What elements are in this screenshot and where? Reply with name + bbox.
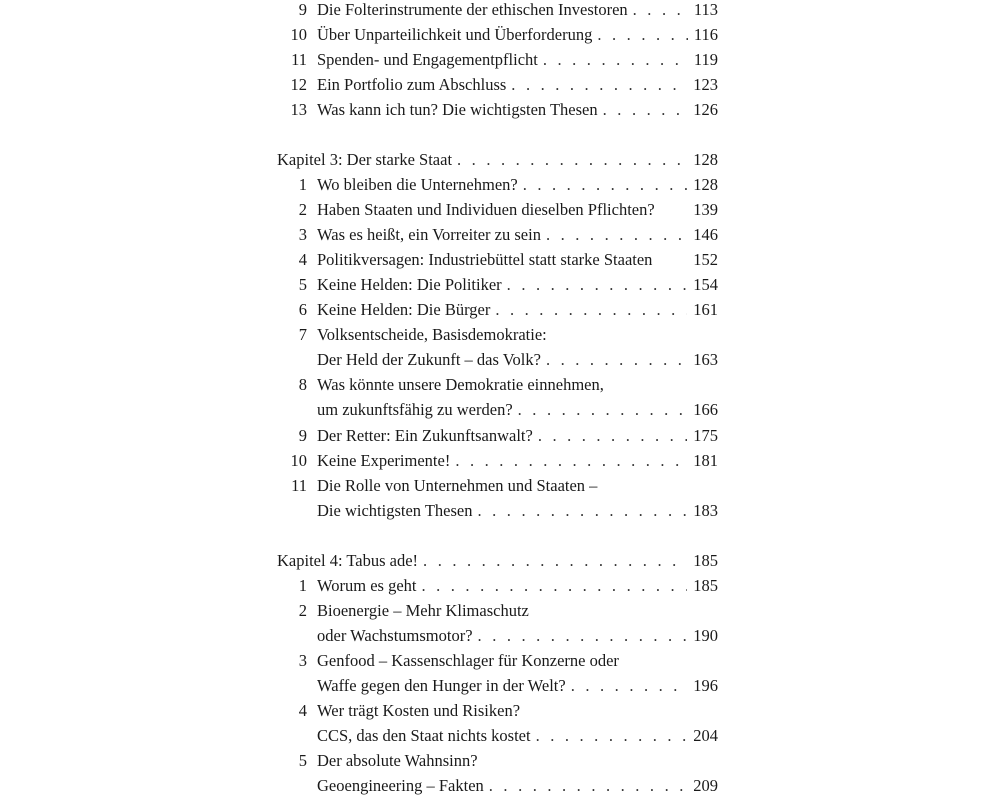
entry-number: 10 xyxy=(290,451,307,470)
dot-leader xyxy=(478,623,688,648)
entry-page: 139 xyxy=(693,200,718,219)
entry-title: Bioenergie – Mehr Klimaschutz xyxy=(317,601,529,620)
entry-title: um zukunftsfähig zu werden? xyxy=(317,400,513,419)
dot-leader xyxy=(536,723,688,748)
entry-page: 152 xyxy=(693,250,718,269)
entry-page: 196 xyxy=(693,676,718,695)
entry-number: 4 xyxy=(298,701,307,720)
toc-entry xyxy=(0,598,1000,623)
entry-page: 185 xyxy=(693,576,718,595)
entry-number: 6 xyxy=(298,300,307,319)
entry-title: Keine Helden: Die Bürger xyxy=(317,300,491,319)
entry-title: Worum es geht xyxy=(317,576,417,595)
entry-title: Der Held der Zukunft – das Volk? xyxy=(317,350,541,369)
entry-page: 204 xyxy=(693,726,718,745)
dot-leader xyxy=(495,297,687,322)
dot-leader xyxy=(423,548,687,573)
toc-entry-continuation xyxy=(0,347,1000,372)
dot-leader xyxy=(571,673,688,698)
entry-title: Wo bleiben die Unternehmen? xyxy=(317,175,518,194)
entry-number: 2 xyxy=(298,601,307,620)
entry-title: Was kann ich tun? Die wichtigsten Thesen xyxy=(317,100,598,119)
entry-number: 7 xyxy=(298,325,307,344)
toc-entry xyxy=(0,172,1000,197)
entry-title: Politikversagen: Industriebüttel statt starke Staaten xyxy=(317,250,653,269)
toc-entry xyxy=(0,448,1000,473)
toc-entry xyxy=(0,272,1000,297)
dot-leader xyxy=(455,448,687,473)
entry-page: 146 xyxy=(693,225,718,244)
entry-number: 1 xyxy=(298,175,307,194)
entry-page: 181 xyxy=(693,451,718,470)
entry-page: 128 xyxy=(693,175,718,194)
entry-number: 9 xyxy=(298,0,307,19)
entry-page: 161 xyxy=(693,300,718,319)
entry-title: Was könnte unsere Demokratie einnehmen, xyxy=(317,375,604,394)
entry-page: 154 xyxy=(693,275,718,294)
toc-entry xyxy=(0,698,1000,723)
dot-leader xyxy=(478,498,688,523)
entry-title: Volksentscheide, Basisdemokratie: xyxy=(317,325,547,344)
toc-entry xyxy=(0,247,1000,272)
dot-leader xyxy=(511,72,687,97)
entry-number: 8 xyxy=(298,375,307,394)
entry-title: Der Retter: Ein Zukunftsanwalt? xyxy=(317,426,533,445)
entry-number: 4 xyxy=(298,250,307,269)
entry-title: Was es heißt, ein Vorreiter zu sein xyxy=(317,225,541,244)
entry-title: Geoengineering – Fakten xyxy=(317,776,484,795)
entry-page: 116 xyxy=(693,25,718,44)
entry-title: Die Folterinstrumente der ethischen Investoren xyxy=(317,0,628,19)
entry-title: Keine Helden: Die Politiker xyxy=(317,275,502,294)
dot-leader xyxy=(457,147,687,172)
toc-entry xyxy=(0,222,1000,247)
dot-leader xyxy=(597,22,687,47)
toc-entry xyxy=(0,0,1000,22)
entry-page: 163 xyxy=(693,350,718,369)
entry-title: Die Rolle von Unternehmen und Staaten – xyxy=(317,476,598,495)
toc-entry xyxy=(0,197,1000,222)
dot-leader xyxy=(518,397,688,422)
toc-entry-continuation xyxy=(0,623,1000,648)
dot-leader xyxy=(603,97,688,122)
toc-entry xyxy=(0,573,1000,598)
entry-number: 5 xyxy=(298,275,307,294)
toc-entry xyxy=(0,322,1000,347)
entry-number: 13 xyxy=(290,100,307,119)
entry-title: oder Wachstumsmotor? xyxy=(317,626,473,645)
entry-title: Genfood – Kassenschlager für Konzerne oder xyxy=(317,651,619,670)
entry-page: 175 xyxy=(693,426,718,445)
entry-number: 9 xyxy=(298,426,307,445)
entry-title: Der absolute Wahnsinn? xyxy=(317,751,478,770)
toc-entry xyxy=(0,748,1000,773)
toc-entry xyxy=(0,423,1000,448)
toc-entry-continuation xyxy=(0,498,1000,523)
entry-number: 3 xyxy=(298,225,307,244)
toc-entry-continuation xyxy=(0,723,1000,748)
entry-title: Keine Experimente! xyxy=(317,451,451,470)
entry-page: 183 xyxy=(693,501,718,520)
toc-entry xyxy=(0,297,1000,322)
entry-title: Spenden- und Engagementpflicht xyxy=(317,50,538,69)
entry-number: 5 xyxy=(298,751,307,770)
entry-title: Haben Staaten und Individuen dieselben Pflichten? xyxy=(317,200,655,219)
dot-leader xyxy=(546,347,687,372)
toc-entry xyxy=(0,47,1000,72)
entry-page: 209 xyxy=(693,776,718,795)
entry-number: 11 xyxy=(291,50,307,69)
entry-number: 11 xyxy=(291,476,307,495)
dot-leader xyxy=(538,423,687,448)
toc-entry xyxy=(0,372,1000,397)
entry-page: 123 xyxy=(693,75,718,94)
chapter-heading xyxy=(0,548,1000,573)
dot-leader xyxy=(489,773,687,798)
entry-title: Ein Portfolio zum Abschluss xyxy=(317,75,507,94)
entry-number: 10 xyxy=(290,25,307,44)
chapter-page: 185 xyxy=(693,551,718,570)
entry-number: 2 xyxy=(298,200,307,219)
toc-entry-continuation xyxy=(0,673,1000,698)
dot-leader xyxy=(546,222,687,247)
entry-number: 12 xyxy=(290,75,307,94)
entry-number: 1 xyxy=(298,576,307,595)
entry-page: 166 xyxy=(693,400,718,419)
toc-entry xyxy=(0,72,1000,97)
entry-title: CCS, das den Staat nichts kostet xyxy=(317,726,531,745)
chapter-title: Kapitel 3: Der starke Staat xyxy=(277,150,453,169)
toc-entry xyxy=(0,648,1000,673)
toc-entry-continuation xyxy=(0,397,1000,422)
entry-page: 113 xyxy=(693,0,718,19)
dot-leader xyxy=(507,272,688,297)
toc-entry xyxy=(0,473,1000,498)
chapter-title: Kapitel 4: Tabus ade! xyxy=(277,551,419,570)
dot-leader xyxy=(633,0,688,22)
entry-title: Waffe gegen den Hunger in der Welt? xyxy=(317,676,566,695)
entry-title: Über Unparteilichkeit und Überforderung xyxy=(317,25,593,44)
dot-leader xyxy=(421,573,687,598)
entry-page: 126 xyxy=(693,100,718,119)
entry-title: Die wichtigsten Thesen xyxy=(317,501,473,520)
entry-page: 190 xyxy=(693,626,718,645)
toc-entry xyxy=(0,97,1000,122)
toc-entry-continuation xyxy=(0,773,1000,798)
entry-number: 3 xyxy=(298,651,307,670)
toc-entry xyxy=(0,22,1000,47)
dot-leader xyxy=(543,47,688,72)
chapter-heading xyxy=(0,147,1000,172)
entry-title: Wer trägt Kosten und Risiken? xyxy=(317,701,521,720)
dot-leader xyxy=(523,172,688,197)
entry-page: 119 xyxy=(693,50,718,69)
chapter-page: 128 xyxy=(693,150,718,169)
